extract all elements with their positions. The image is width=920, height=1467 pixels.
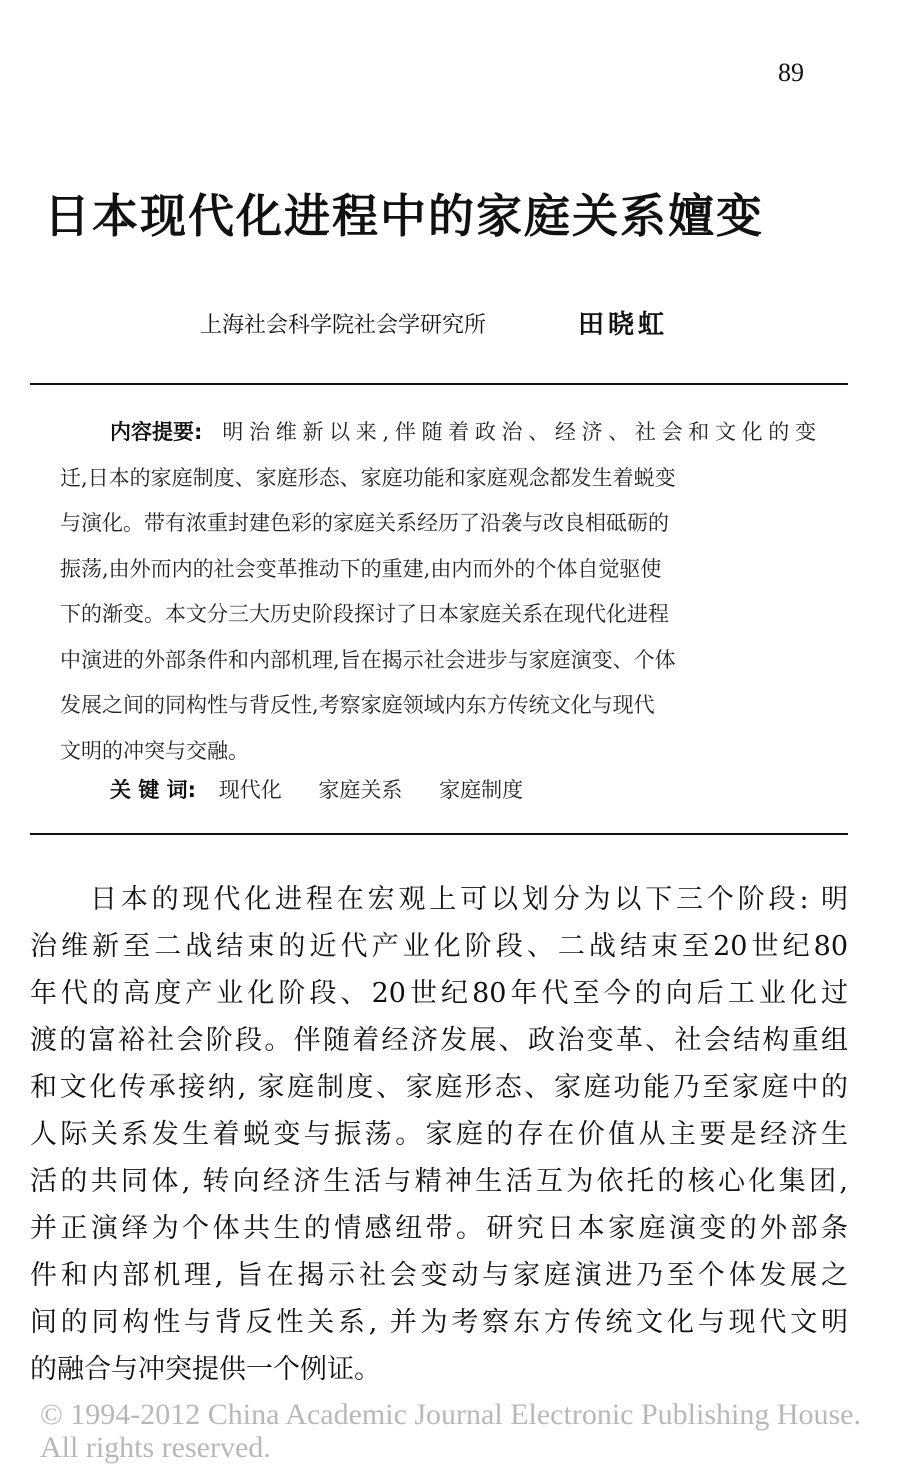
body-line: 的融合与冲突提供一个例证。 [30,1354,381,1385]
author-name: 田晓虹 [578,310,669,340]
abstract-line: 与演化。带有浓重封建色彩的家庭关系经历了沿袭与改良相砥砺的 [60,511,669,535]
abstract-line: 文明的冲突与交融。 [60,738,249,763]
body-line: 治维新至二战结束的近代产业化阶段、二战结束至20世纪80 [30,931,848,962]
body-line: 间的同构性与背反性关系, 并为考察东方传统文化与现代文明 [30,1307,848,1338]
body-line: 渡的富裕社会阶段。伴随着经济发展、政治变革、社会结构重组 [30,1025,848,1056]
abstract-line: 迁,日本的家庭制度、家庭形态、家庭功能和家庭观念都发生着蜕变 [60,465,676,490]
keyword: 现代化 [218,778,282,802]
article-title: 日本现代化进程中的家庭关系嬗变 [44,189,764,243]
page-number: 89 [778,58,804,87]
copyright-watermark: © 1994-2012 China Academic Journal Electronic Publishing House. All rights reserved. [40,1398,861,1464]
abstract-line: 下的渐变。本文分三大历史阶段探讨了日本家庭关系在现代化进程 [60,602,669,626]
body-line: 日本的现代化进程在宏观上可以划分为以下三个阶段: 明 [90,884,848,915]
body-line: 件和内部机理, 旨在揭示社会变动与家庭演进乃至个体发展之 [30,1260,848,1291]
body-line: 人际关系发生着蜕变与振荡。家庭的存在价值从主要是经济生 [30,1119,848,1150]
bottom-divider [30,833,848,835]
body-line: 年代的高度产业化阶段、20世纪80年代至今的向后工业化过 [30,978,848,1009]
body-paragraph [30,878,848,1395]
body-line: 并正演绎为个体共生的情感纽带。研究日本家庭演变的外部条 [30,1213,848,1244]
abstract-line: 中演进的外部条件和内部机理,旨在揭示社会进步与家庭演变、个体 [60,647,676,672]
abstract [60,414,816,778]
author-affiliation: 上海社会科学院社会学研究所 [200,313,487,338]
abstract-label: 内容提要: [110,420,203,444]
abstract-line: 振荡,由外而内的社会变革推动下的重建,由内而外的个体自觉驱使 [60,556,662,581]
body-line: 和文化传承接纳, 家庭制度、家庭形态、家庭功能乃至家庭中的 [30,1072,848,1103]
top-divider [30,383,848,385]
keywords-label: 关 键 词: [110,778,197,802]
abstract-line [60,414,816,460]
abstract-line: 发展之间的同构性与背反性,考察家庭领域内东方传统文化与现代 [60,693,655,717]
body-line: 活的共同体, 转向经济生活与精神生活互为依托的核心化集团, [30,1166,848,1197]
keyword: 家庭制度 [439,778,524,802]
keywords [110,774,553,804]
keyword: 家庭关系 [318,778,403,802]
abstract-text: 明治维新以来,伴随着政治、经济、社会和文化的变 [222,420,816,444]
